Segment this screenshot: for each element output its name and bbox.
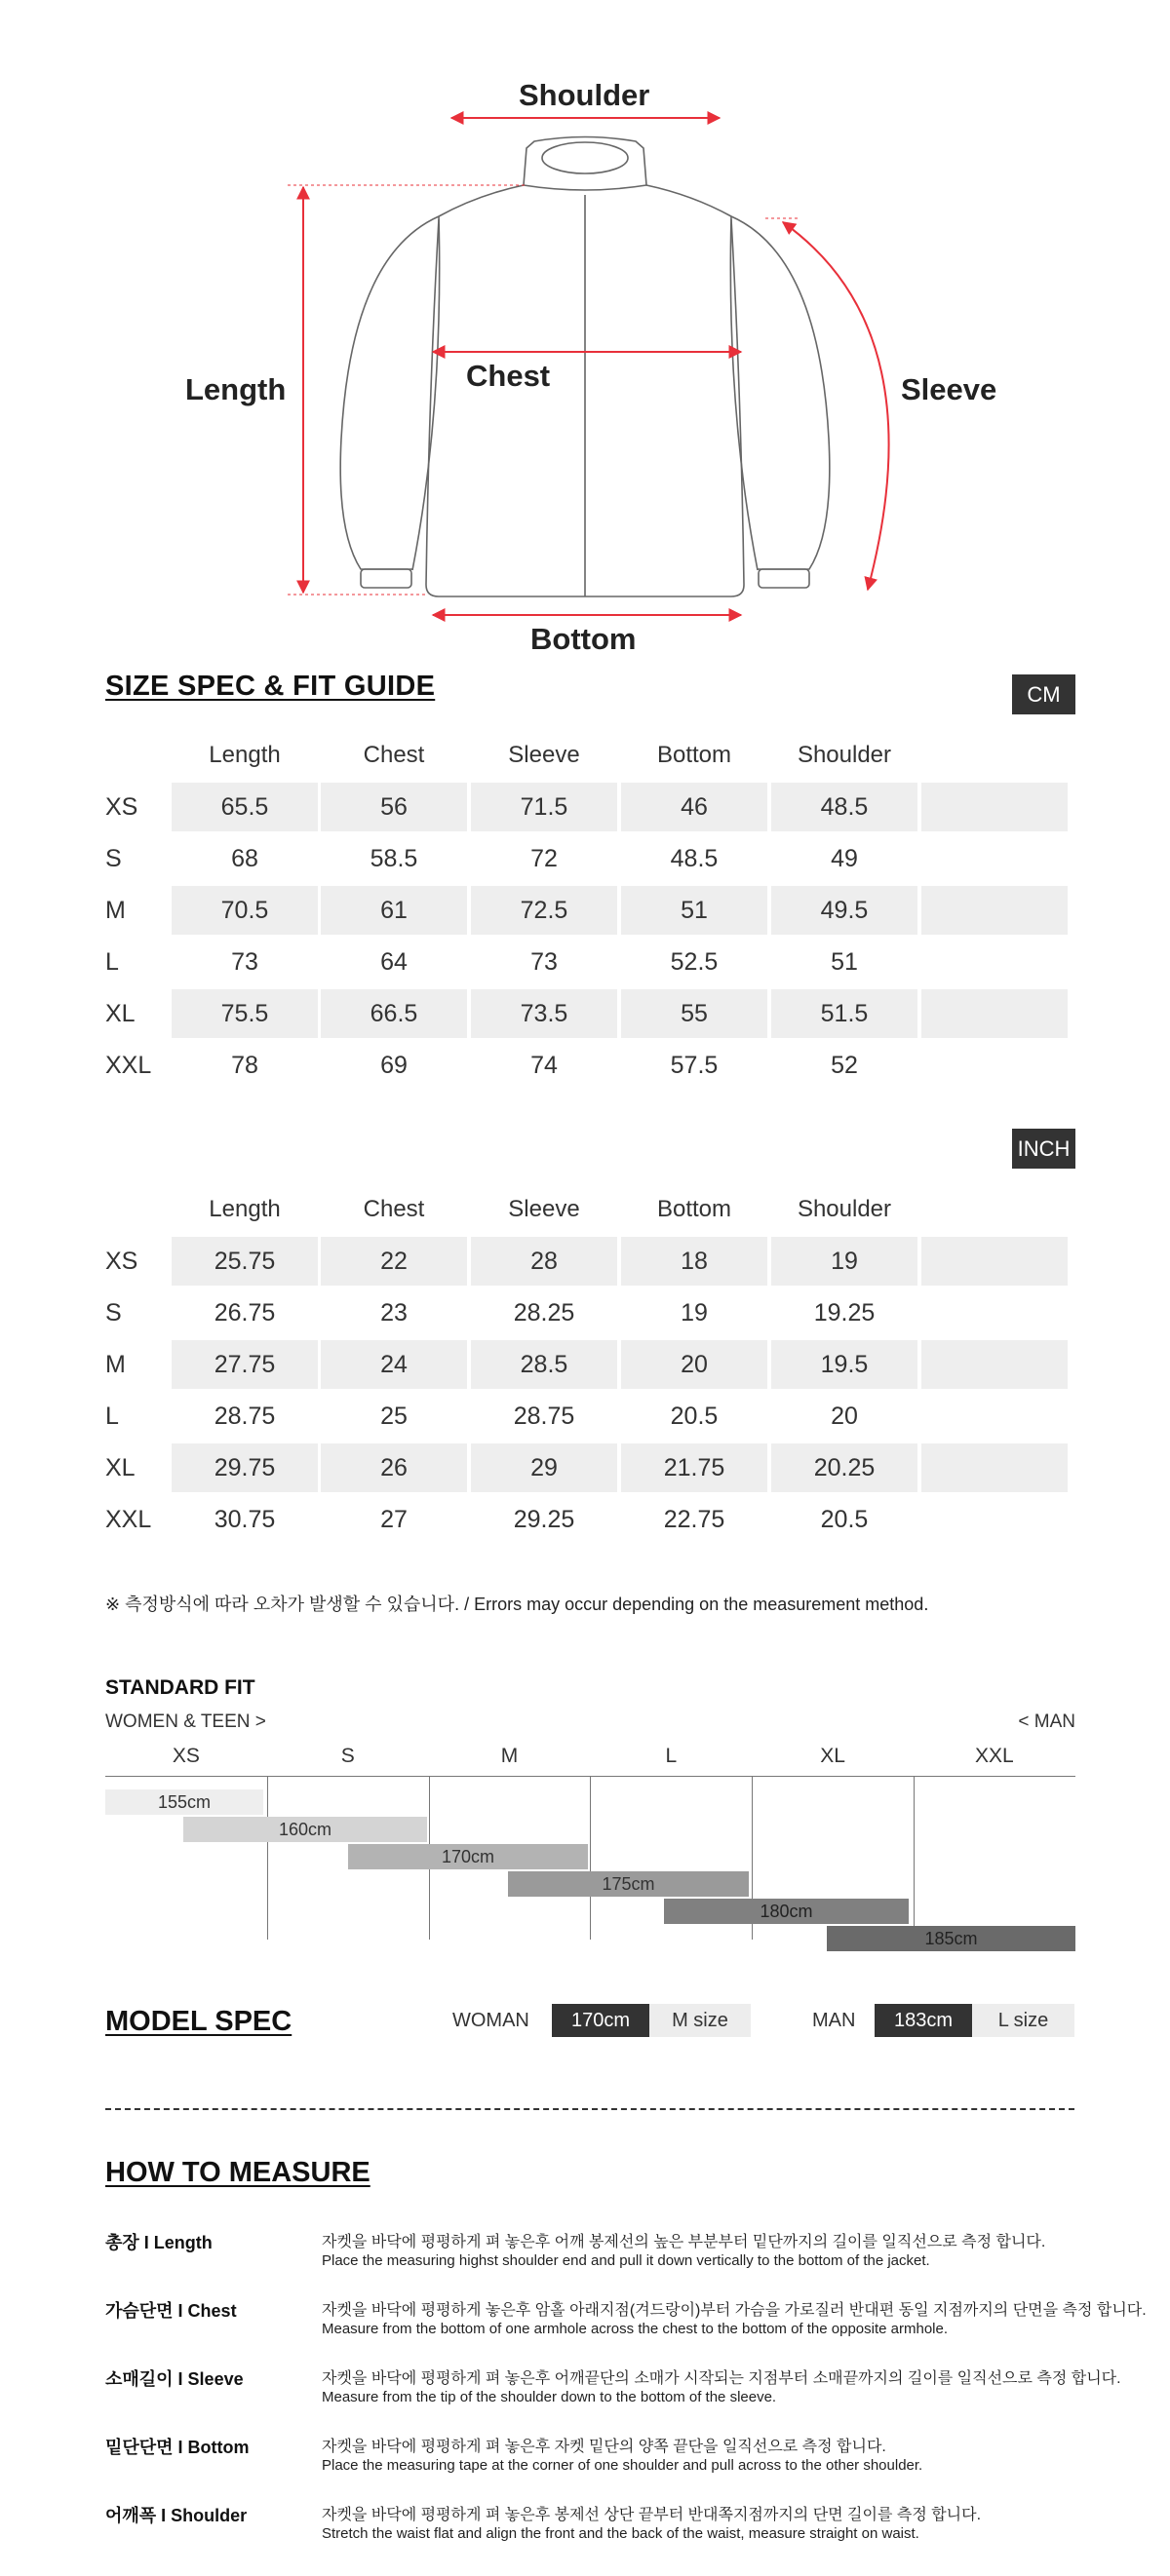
table-cell: 28 (471, 1237, 617, 1286)
table-cell: 52.5 (670, 947, 719, 976)
fit-height-bar: 180cm (664, 1899, 909, 1924)
table-cell: 23 (380, 1298, 408, 1326)
table-cell: 26 (321, 1443, 467, 1492)
table-cell: 72.5 (471, 886, 617, 935)
table-cell: 30.75 (214, 1505, 276, 1533)
shoulder-label: Shoulder (519, 78, 650, 112)
table-cell-empty (921, 938, 1068, 986)
column-header: Sleeve (508, 742, 580, 768)
table-cell: 52 (831, 1051, 858, 1079)
fit-size-label: L (665, 1745, 678, 1767)
size-label: XS (105, 792, 138, 821)
column-header: Sleeve (508, 1196, 580, 1222)
table-cell: 19 (681, 1298, 708, 1326)
table-cell: 48.5 (670, 844, 719, 872)
table-cell: 49 (831, 844, 858, 872)
fit-size-label: XS (172, 1745, 200, 1767)
table-cell: 51 (621, 886, 767, 935)
women-teen-label: WOMEN & TEEN > (105, 1711, 266, 1732)
table-cell: 22 (321, 1237, 467, 1286)
table-header-row (105, 1185, 1074, 1237)
table-cell: 20.5 (670, 1402, 719, 1430)
woman-label: WOMAN (452, 2010, 529, 2031)
table-cell: 20.5 (820, 1505, 869, 1533)
table-cell: 19.5 (771, 1340, 917, 1389)
table-cell: 64 (380, 947, 408, 976)
table-cell: 29.75 (172, 1443, 318, 1492)
measure-desc-ko: 자켓을 바닥에 평평하게 펴 놓은후 봉제선 상단 끝부터 반대쪽지점까지의 단면 길이를 측정 합니다. (322, 2507, 982, 2523)
column-header: Length (209, 1196, 281, 1222)
table-cell: 51.5 (771, 989, 917, 1038)
measure-desc-ko: 자켓을 바닥에 평평하게 펴 놓은후 어깨끝단의 소매가 시작되는 지점부터 소매끝까지의 길이를 일직선으로 측정 합니다. (322, 2370, 1121, 2387)
table-cell: 69 (380, 1051, 408, 1079)
table-cell: 20 (621, 1340, 767, 1389)
size-spec-title: SIZE SPEC & FIT GUIDE (105, 671, 436, 702)
size-label: S (105, 844, 122, 872)
size-label: XL (105, 1453, 136, 1481)
table-cell: 28.5 (471, 1340, 617, 1389)
table-row (105, 989, 1074, 1041)
fit-height-bar: 160cm (183, 1817, 427, 1842)
dashed-divider (105, 2108, 1074, 2110)
table-cell: 56 (321, 783, 467, 831)
table-cell: 27.75 (172, 1340, 318, 1389)
table-row (105, 1392, 1074, 1443)
measure-name: 가슴단면 I Chest (105, 2301, 237, 2321)
column-header: Shoulder (797, 742, 892, 768)
table-cell: 21.75 (621, 1443, 767, 1492)
table-cell: 20.25 (771, 1443, 917, 1492)
table-cell-empty (921, 1041, 1068, 1090)
table-cell: 49.5 (771, 886, 917, 935)
chest-label: Chest (466, 359, 551, 393)
table-row (105, 1041, 1074, 1093)
cm-size-table (105, 731, 1074, 1093)
table-cell-empty (921, 1495, 1068, 1544)
measure-name: 밑단단면 I Bottom (105, 2438, 250, 2457)
table-cell: 51 (831, 947, 858, 976)
woman-size: M size (649, 2004, 751, 2037)
table-cell: 58.5 (370, 844, 418, 872)
table-cell: 72 (530, 844, 558, 872)
fit-height-bar: 185cm (827, 1926, 1075, 1951)
table-cell: 29.25 (513, 1505, 575, 1533)
size-label: M (105, 1350, 126, 1378)
table-cell: 75.5 (172, 989, 318, 1038)
measure-name: 총장 I Length (105, 2233, 213, 2252)
table-row (105, 1443, 1074, 1495)
measure-desc-en: Place the measuring tape at the corner of one shoulder and pull across to the other shoulder. (322, 2457, 923, 2474)
measurement-note: ※ 측정방식에 따라 오차가 발생할 수 있습니다. / Errors may occur depending on the measurement method. (105, 1595, 929, 1614)
model-spec-title: MODEL SPEC (105, 2006, 292, 2037)
measure-desc-ko: 자켓을 바닥에 평평하게 놓은후 암홀 아래지점(겨드랑이)부터 가슴을 가로질러 반대편 동일 지점까지의 단면을 측정 합니다. (322, 2302, 1147, 2319)
measure-desc-ko: 자켓을 바닥에 평평하게 펴 놓은후 어깨 봉제선의 높은 부분부터 밑단까지의 길이를 일직선으로 측정 합니다. (322, 2234, 1046, 2250)
measure-desc-en: Place the measuring highst shoulder end and pull it down vertically to the bottom of the jacket. (322, 2252, 930, 2269)
column-header: Chest (363, 742, 425, 768)
column-header: Chest (363, 1196, 425, 1222)
inch-size-table (105, 1185, 1074, 1547)
inch-unit-badge: INCH (1012, 1129, 1075, 1169)
table-cell-empty (921, 1392, 1068, 1441)
column-header: Bottom (656, 1196, 732, 1222)
fit-divider (914, 1776, 915, 1940)
woman-height: 170cm (552, 2004, 649, 2037)
table-cell: 28.25 (513, 1298, 575, 1326)
table-header-row (105, 731, 1074, 783)
fit-height-bar: 170cm (348, 1844, 588, 1869)
table-cell: 19 (771, 1237, 917, 1286)
column-header: Shoulder (797, 1196, 892, 1222)
table-cell: 61 (321, 886, 467, 935)
table-cell: 25.75 (172, 1237, 318, 1286)
table-row (105, 938, 1074, 989)
measure-desc-ko: 자켓을 바닥에 평평하게 펴 놓은후 자켓 밑단의 양쪽 끝단을 일직선으로 측정 합니다. (322, 2439, 886, 2455)
size-label: L (105, 947, 119, 976)
fit-size-label: M (500, 1745, 519, 1767)
table-cell: 28.75 (214, 1402, 276, 1430)
size-label: XXL (105, 1505, 152, 1533)
table-cell: 73 (231, 947, 258, 976)
table-cell: 73.5 (471, 989, 617, 1038)
table-cell: 20 (831, 1402, 858, 1430)
fit-height-bar: 155cm (105, 1789, 263, 1815)
table-cell: 22.75 (663, 1505, 725, 1533)
table-cell: 66.5 (321, 989, 467, 1038)
column-header: Length (209, 742, 281, 768)
measure-desc-en: Measure from the tip of the shoulder down to the bottom of the sleeve. (322, 2389, 777, 2405)
table-cell: 18 (621, 1237, 767, 1286)
table-row (105, 783, 1074, 834)
table-cell: 27 (380, 1505, 408, 1533)
table-cell: 24 (321, 1340, 467, 1389)
table-row (105, 1288, 1074, 1340)
fit-size-label: XL (820, 1745, 845, 1767)
man-size: L size (972, 2004, 1074, 2037)
fit-height-bar: 175cm (508, 1871, 749, 1897)
fit-size-label: XXL (975, 1745, 1014, 1767)
table-cell: 57.5 (670, 1051, 719, 1079)
table-cell-empty (921, 834, 1068, 883)
table-cell: 74 (530, 1051, 558, 1079)
table-cell: 29 (471, 1443, 617, 1492)
man-label: < MAN (1018, 1711, 1075, 1732)
table-cell: 55 (621, 989, 767, 1038)
fit-size-label: S (340, 1745, 355, 1767)
size-label: L (105, 1402, 119, 1430)
size-label: XL (105, 999, 136, 1027)
table-cell: 46 (621, 783, 767, 831)
measure-name: 소매길이 I Sleeve (105, 2369, 244, 2389)
column-header: Bottom (656, 742, 732, 768)
table-cell: 28.75 (513, 1402, 575, 1430)
table-cell-empty (921, 783, 1068, 831)
size-label: XS (105, 1247, 138, 1275)
table-cell: 70.5 (172, 886, 318, 935)
table-row (105, 1495, 1074, 1547)
how-to-measure-title: HOW TO MEASURE (105, 2157, 370, 2188)
table-row (105, 886, 1074, 938)
table-cell: 71.5 (471, 783, 617, 831)
table-row (105, 834, 1074, 886)
cm-unit-badge: CM (1012, 674, 1075, 714)
table-cell: 19.25 (813, 1298, 876, 1326)
table-row (105, 1237, 1074, 1288)
length-label: Length (185, 372, 287, 406)
bottom-label: Bottom (530, 622, 637, 656)
table-cell-empty (921, 1237, 1068, 1286)
table-cell-empty (921, 989, 1068, 1038)
table-cell: 65.5 (172, 783, 318, 831)
table-cell: 26.75 (214, 1298, 276, 1326)
table-cell: 48.5 (771, 783, 917, 831)
table-cell-empty (921, 1443, 1068, 1492)
table-cell-empty (921, 1288, 1068, 1337)
man-height: 183cm (875, 2004, 972, 2037)
fit-divider (590, 1776, 591, 1940)
measure-name: 어깨폭 I Shoulder (105, 2506, 248, 2525)
measure-desc-en: Measure from the bottom of one armhole across the chest to the bottom of the opposite armhole. (322, 2321, 949, 2337)
table-cell: 78 (231, 1051, 258, 1079)
table-cell-empty (921, 1340, 1068, 1389)
table-cell-empty (921, 886, 1068, 935)
fit-divider (267, 1776, 268, 1940)
man-model-label: MAN (812, 2010, 856, 2031)
standard-fit-title: STANDARD FIT (105, 1676, 255, 1699)
jacket-measurement-diagram (0, 0, 1170, 673)
table-cell: 73 (530, 947, 558, 976)
sleeve-label: Sleeve (901, 372, 997, 406)
table-cell: 68 (231, 844, 258, 872)
size-label: XXL (105, 1051, 152, 1079)
size-label: S (105, 1298, 122, 1326)
measure-desc-en: Stretch the waist flat and align the front and the back of the waist, measure straight on waist. (322, 2525, 919, 2542)
table-cell: 25 (380, 1402, 408, 1430)
table-row (105, 1340, 1074, 1392)
size-label: M (105, 896, 126, 924)
